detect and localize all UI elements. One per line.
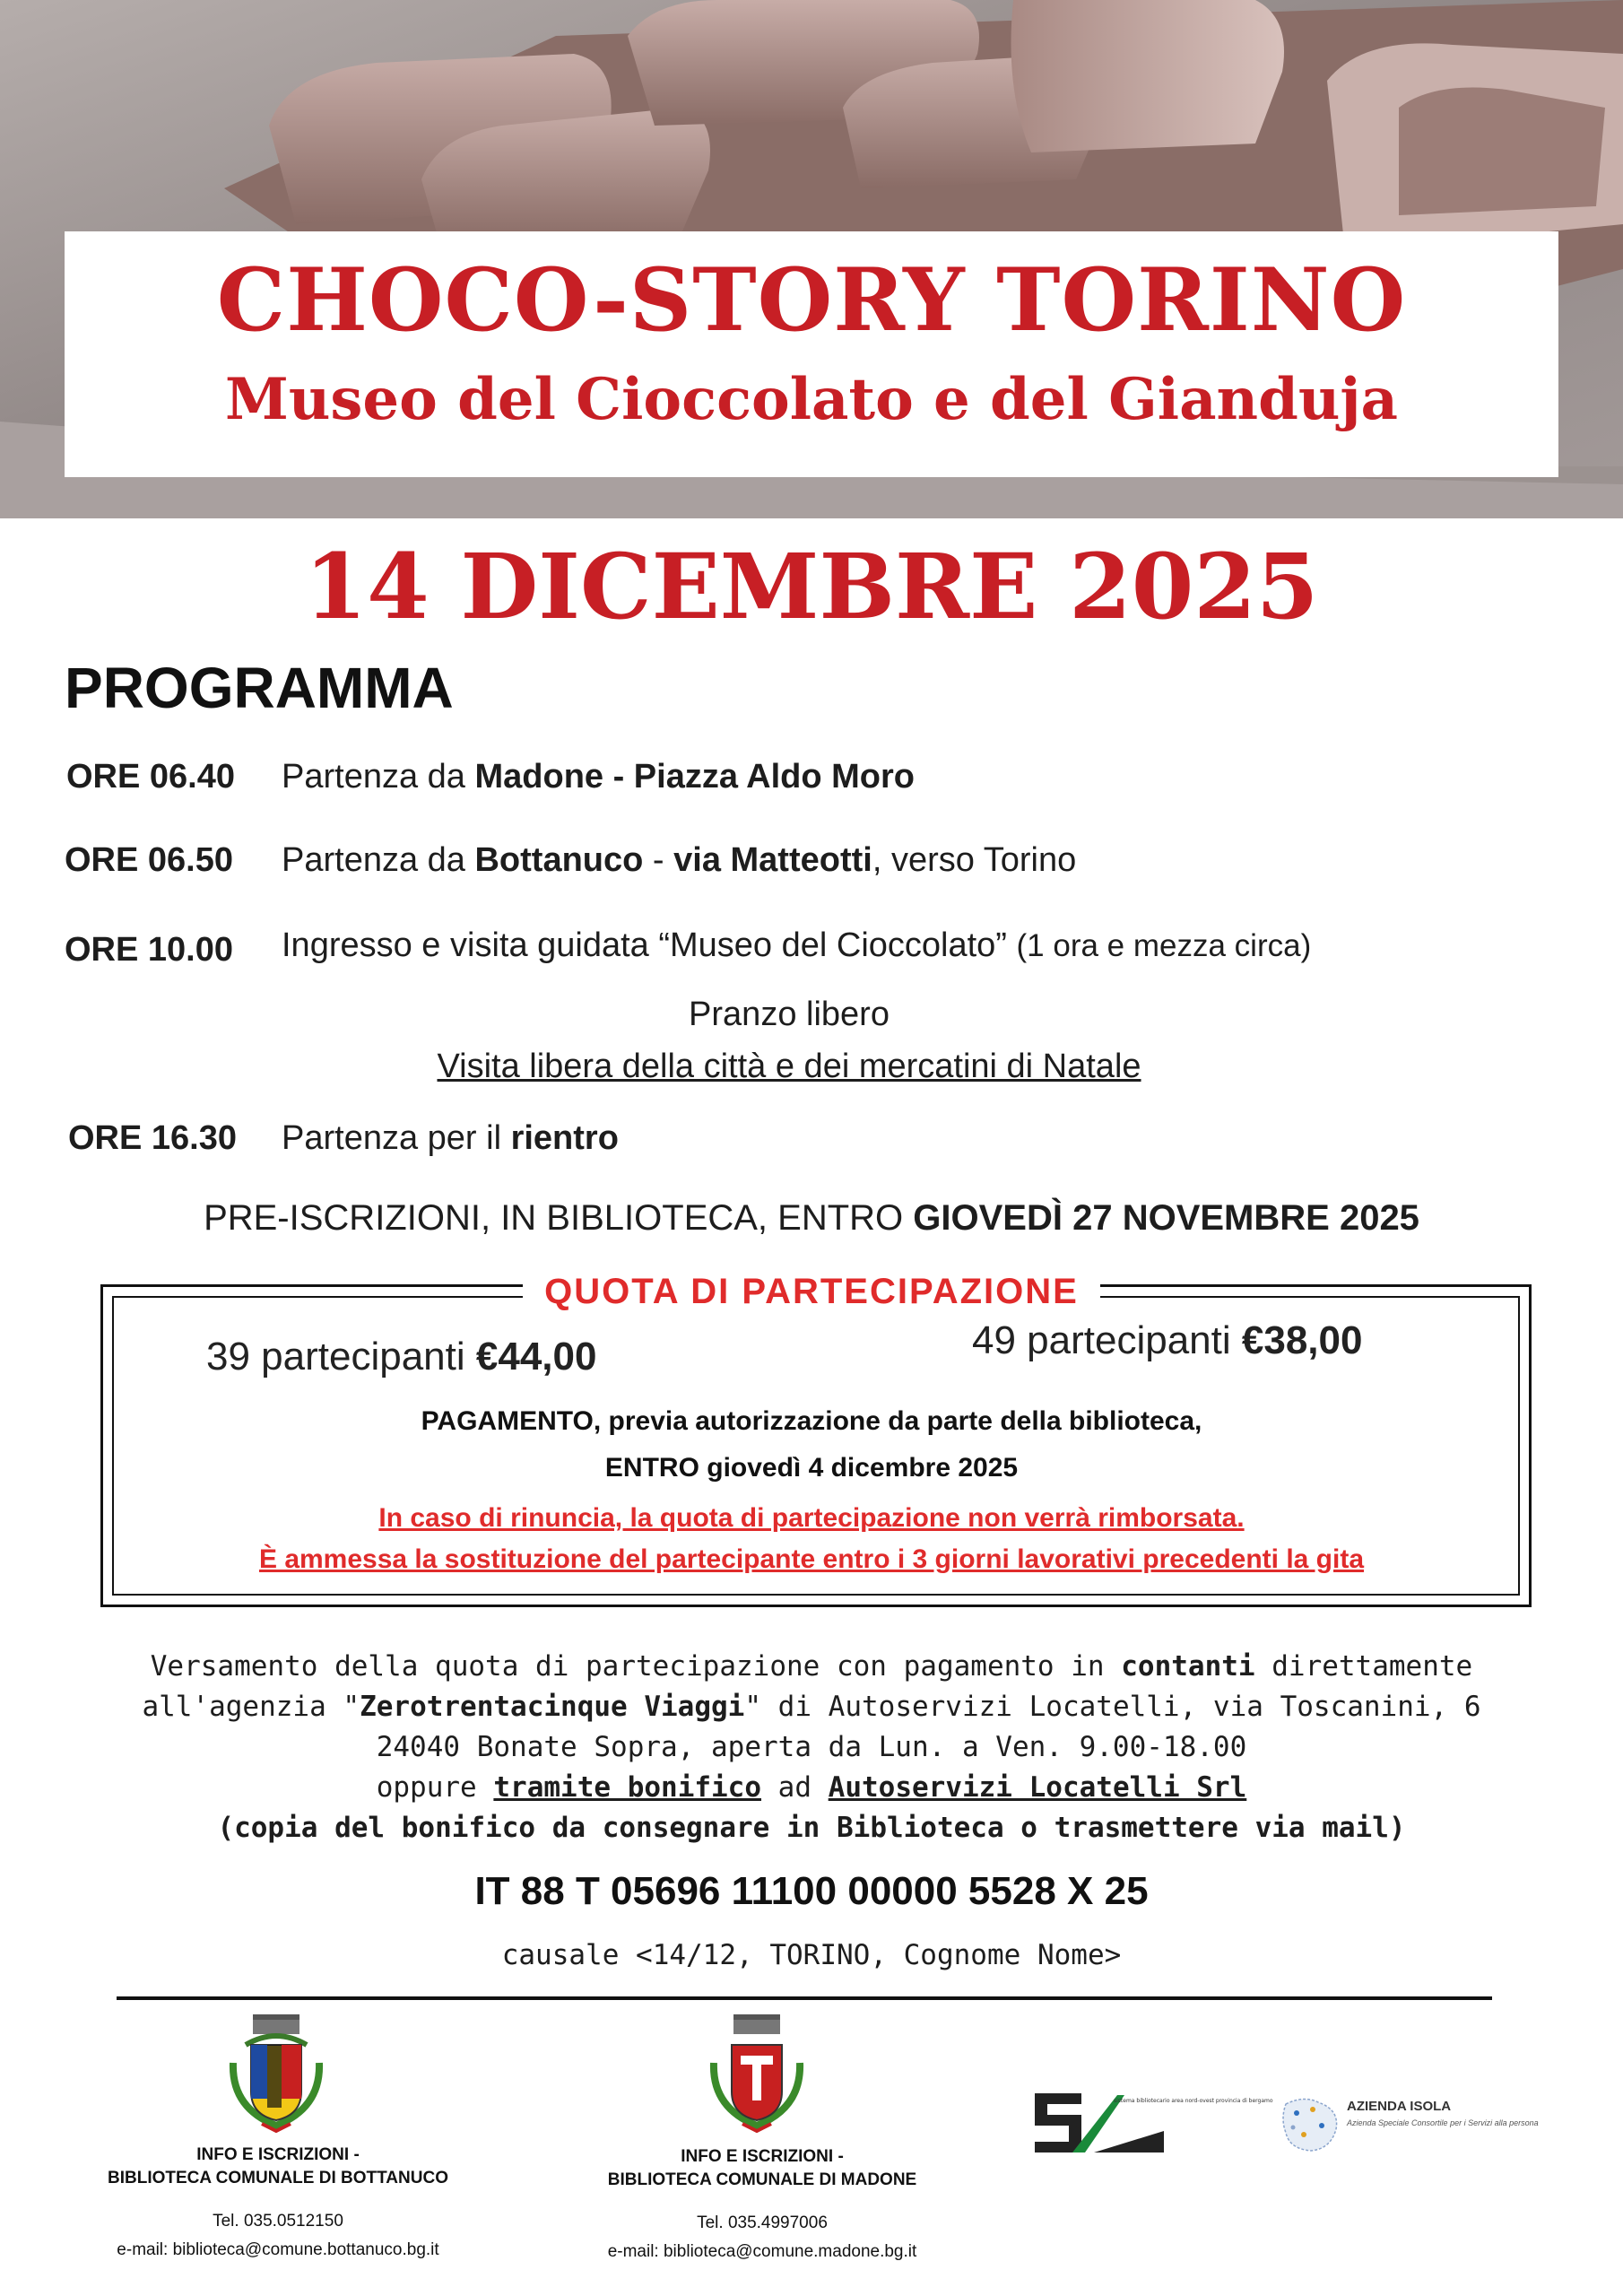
price-39 (206, 1335, 596, 1379)
pranzo-libero: Pranzo libero (689, 996, 890, 1033)
schedule-location: rientro (510, 1119, 619, 1157)
bottanuco-library-name: BIBLIOTECA COMUNALE DI BOTTANUCO (108, 2169, 448, 2187)
payment-info-line (0, 1771, 1623, 1804)
payee-name: Autoservizi Locatelli Srl (828, 1771, 1247, 1804)
schedule-desc (282, 1119, 619, 1158)
madone-info (574, 2147, 950, 2262)
madone-crest-icon (707, 2009, 807, 2135)
sistema-logo-text: sistema bibliotecario area nord-ovest provincia di bergamo (1114, 2098, 1273, 2104)
causale: causale <14/12, TORINO, Cognome Nome> (501, 1939, 1122, 1971)
madone-info-label: INFO E ISCRIZIONI - (681, 2147, 844, 2166)
warning-rinuncia: In caso di rinuncia, la quota di partecipazione non verrà rimborsata. (378, 1503, 1245, 1533)
iban: IT 88 T 05696 11100 00000 5528 X 25 (474, 1869, 1149, 1913)
payment-info-line: 24040 Bonate Sopra, aperta da Lun. a Ven. 9.00-18.00 (376, 1731, 1247, 1763)
madone-phone: Tel. 035.4997006 (697, 2213, 828, 2232)
price-39-value: €44,00 (475, 1335, 597, 1378)
schedule-duration: (1 ora e mezza circa) (1016, 928, 1312, 963)
event-subtitle: Museo del Cioccolato e del Gianduja (225, 366, 1398, 433)
schedule-text: Ingresso e visita guidata “Museo del Cioccolato” (282, 926, 1017, 964)
event-title: CHOCO-STORY TORINO (216, 249, 1407, 351)
schedule-location: via Matteotti (673, 841, 872, 879)
schedule-text: Partenza da (282, 758, 475, 796)
bottanuco-info-label: INFO E ISCRIZIONI - (196, 2145, 360, 2164)
payment-info-line: (copia del bonifico da consegnare in Biblioteca o trasmettere via mail) (217, 1812, 1406, 1844)
quota-title (0, 1272, 1623, 1312)
madone-library-name: BIBLIOTECA COMUNALE DI MADONE (607, 2170, 917, 2189)
bottanuco-crest-icon (226, 2009, 326, 2135)
azienda-isola-map-icon (1277, 2093, 1345, 2156)
azienda-isola-subtitle: Azienda Speciale Consortile per i Servizi alla persona (1347, 2118, 1539, 2127)
quota-title-text: QUOTA DI PARTECIPAZIONE (523, 1272, 1100, 1312)
madone-email: e-mail: biblioteca@comune.madone.bg.it (607, 2242, 917, 2261)
payment-bold: contanti (1121, 1650, 1255, 1683)
pagamento-line-1: PAGAMENTO, previa autorizzazione da parte della biblioteca, (421, 1406, 1202, 1436)
schedule-text: , verso Torino (872, 841, 1077, 879)
bottanuco-email: e-mail: biblioteca@comune.bottanuco.bg.it (117, 2240, 439, 2259)
payment-text: " di Autoservizi Locatelli, via Toscanini, 6 (744, 1691, 1481, 1723)
schedule-time: ORE 16.30 (68, 1119, 237, 1157)
schedule-desc (282, 841, 1076, 880)
schedule-location: Bottanuco (474, 841, 644, 879)
divider (117, 1996, 1492, 2000)
payment-info-line (0, 1691, 1623, 1723)
azienda-isola-name: AZIENDA ISOLA (1347, 2099, 1452, 2114)
payment-info-line (0, 1650, 1623, 1683)
schedule-time: ORE 06.50 (65, 841, 233, 879)
schedule-text: Partenza per il (282, 1119, 511, 1157)
payment-text: ad (761, 1771, 829, 1804)
event-date: 14 DICEMBRE 2025 (304, 534, 1319, 639)
price-49-value: €38,00 (1241, 1318, 1363, 1362)
visita-libera-text: Visita libera della città e dei mercatini di Natale (437, 1048, 1141, 1085)
bottanuco-info (90, 2145, 466, 2260)
schedule-time: ORE 10.00 (65, 931, 233, 969)
schedule-desc (282, 926, 1311, 965)
bottanuco-phone: Tel. 035.0512150 (213, 2212, 343, 2231)
agency-name: Zerotrentacinque Viaggi (360, 1691, 745, 1723)
price-49-label: 49 partecipanti (972, 1318, 1242, 1362)
schedule-location: Madone - Piazza Aldo Moro (474, 758, 915, 796)
programma-heading: PROGRAMMA (65, 656, 454, 720)
payment-bold: tramite bonifico (493, 1771, 762, 1804)
sistema-bibliotecario-logo-icon (1031, 2088, 1273, 2158)
pre-iscrizioni-text: PRE-ISCRIZIONI, IN BIBLIOTECA, ENTRO (204, 1198, 914, 1238)
pagamento-line-2: ENTRO giovedì 4 dicembre 2025 (604, 1453, 1019, 1483)
header-photo (0, 0, 1623, 518)
warning-sostituzione: È ammessa la sostituzione del partecipante entro i 3 giorni lavorativi precedenti la gita (258, 1544, 1365, 1574)
payment-text: Versamento della quota di partecipazione con pagamento in (150, 1650, 1122, 1683)
pre-iscrizioni-deadline: GIOVEDÌ 27 NOVEMBRE 2025 (913, 1198, 1419, 1238)
visita-libera (0, 1048, 1578, 1086)
schedule-time: ORE 06.40 (66, 758, 235, 796)
price-39-label: 39 partecipanti (206, 1335, 476, 1378)
payment-text: direttamente (1254, 1650, 1473, 1683)
payment-text: oppure (376, 1771, 494, 1804)
schedule-text: - (643, 841, 674, 879)
payment-text: all'agenzia " (142, 1691, 360, 1723)
pre-iscrizioni (0, 1198, 1623, 1239)
price-49 (972, 1318, 1362, 1363)
schedule-desc (282, 758, 915, 796)
schedule-text: Partenza da (282, 841, 475, 879)
title-box (65, 231, 1558, 477)
